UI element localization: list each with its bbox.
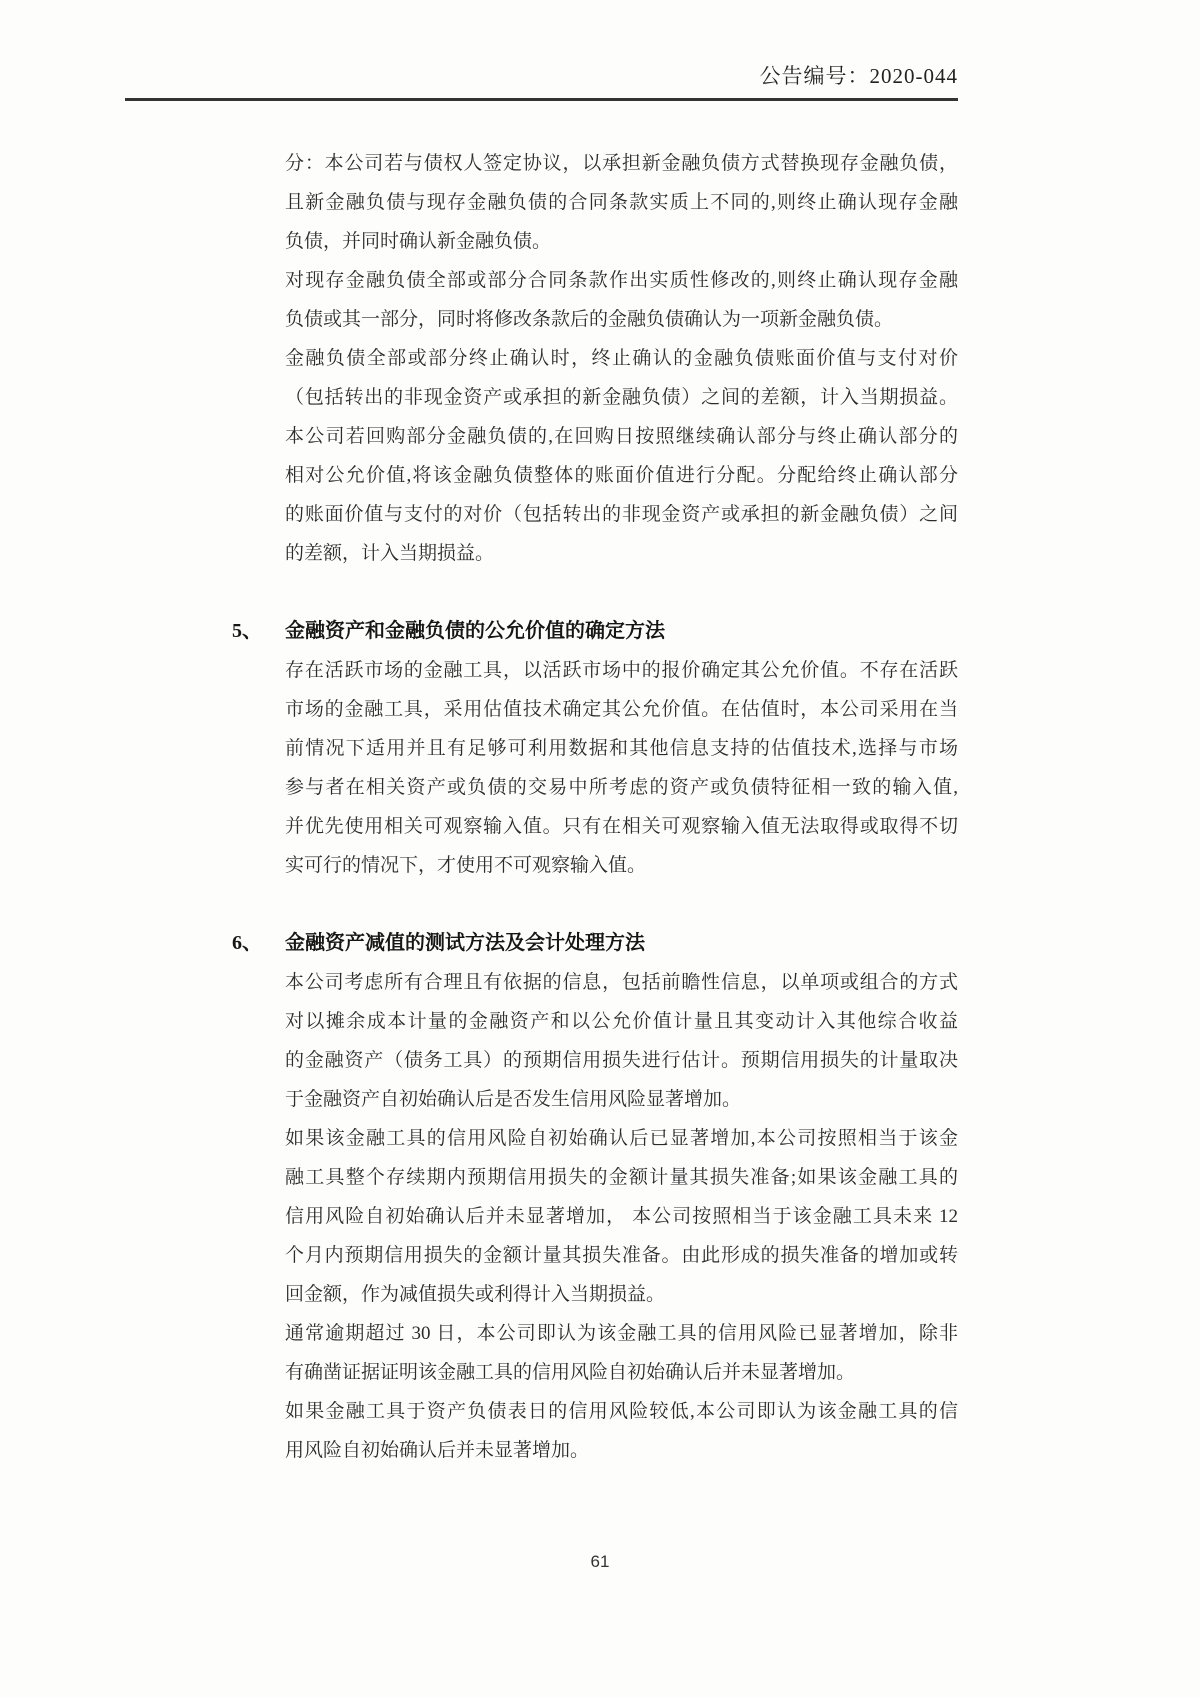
- text-line: （包括转出的非现金资产或承担的新金融负债）之间的差额，计入当期损益。: [285, 387, 958, 408]
- document-body: [232, 144, 958, 1470]
- paragraph: [285, 261, 958, 339]
- text-line: 有确凿证据证明该金融工具的信用风险自初始确认后并未显著增加。: [285, 1362, 856, 1383]
- text-line: 参与者在相关资产或负债的交易中所考虑的资产或负债特征相一致的输入值,: [285, 777, 958, 798]
- doc-number: 公告编号：2020-044: [759, 64, 958, 88]
- text-line: 实可行的情况下，才使用不可观察输入值。: [285, 855, 647, 876]
- text-line: 如果金融工具于资产负债表日的信用风险较低,本公司即认为该金融工具的信: [285, 1401, 958, 1422]
- paragraph: [285, 1392, 958, 1470]
- text-line: 的差额，计入当期损益。: [285, 543, 495, 564]
- text-line: 个月内预期信用损失的金额计量其损失准备。由此形成的损失准备的增加或转: [285, 1245, 958, 1266]
- paragraph: [285, 1314, 958, 1392]
- section-number: 5、: [232, 620, 262, 642]
- section-number: 6、: [232, 932, 262, 954]
- text-line: 于金融资产自初始确认后是否发生信用风险显著增加。: [285, 1089, 742, 1110]
- page-header: [760, 60, 959, 90]
- section-heading: [232, 612, 958, 651]
- header-rule: [125, 98, 958, 101]
- text-line: 相对公允价值,将该金融负债整体的账面价值进行分配。分配给终止确认部分: [285, 465, 958, 486]
- text-line: 且新金融负债与现存金融负债的合同条款实质上不同的,则终止确认现存金融: [285, 192, 958, 213]
- text-line: 负债，并同时确认新金融负债。: [285, 231, 552, 252]
- section-heading: [232, 924, 958, 963]
- text-line: 的金融资产（债务工具）的预期信用损失进行估计。预期信用损失的计量取决: [285, 1050, 958, 1071]
- paragraph: [285, 1119, 958, 1314]
- page-number: 61: [590, 1552, 610, 1571]
- text-line: 对以摊余成本计量的金融资产和以公允价值计量且其变动计入其他综合收益: [285, 1011, 958, 1032]
- text-line: 对现存金融负债全部或部分合同条款作出实质性修改的,则终止确认现存金融: [285, 270, 958, 291]
- page-footer: [0, 1552, 1200, 1572]
- text-line: 信用风险自初始确认后并未显著增加， 本公司按照相当于该金融工具未来 12: [285, 1206, 958, 1227]
- section-title: 金融资产减值的测试方法及会计处理方法: [285, 932, 645, 954]
- text-line: 负债或其一部分，同时将修改条款后的金融负债确认为一项新金融负债。: [285, 309, 894, 330]
- text-line: 存在活跃市场的金融工具，以活跃市场中的报价确定其公允价值。不存在活跃: [285, 660, 958, 681]
- text-line: 并优先使用相关可观察输入值。只有在相关可观察输入值无法取得或取得不切: [285, 816, 958, 837]
- text-line: 融工具整个存续期内预期信用损失的金额计量其损失准备;如果该金融工具的: [285, 1167, 958, 1188]
- text-line: 前情况下适用并且有足够可利用数据和其他信息支持的估值技术,选择与市场: [285, 738, 958, 759]
- text-line: 的账面价值与支付的对价（包括转出的非现金资产或承担的新金融负债）之间: [285, 504, 958, 525]
- paragraph: [285, 339, 958, 573]
- text-line: 金融负债全部或部分终止确认时，终止确认的金融负债账面价值与支付对价: [285, 348, 958, 369]
- section-title: 金融资产和金融负债的公允价值的确定方法: [285, 620, 665, 642]
- text-line: 用风险自初始确认后并未显著增加。: [285, 1440, 590, 1461]
- text-line: 本公司考虑所有合理且有依据的信息，包括前瞻性信息，以单项或组合的方式: [285, 972, 958, 993]
- text-line: 分：本公司若与债权人签定协议，以承担新金融负债方式替换现存金融负债，: [285, 153, 958, 174]
- text-line: 本公司若回购部分金融负债的,在回购日按照继续确认部分与终止确认部分的: [285, 426, 958, 447]
- text-line: 回金额，作为减值损失或利得计入当期损益。: [285, 1284, 666, 1305]
- text-line: 市场的金融工具，采用估值技术确定其公允价值。在估值时，本公司采用在当: [285, 699, 958, 720]
- paragraph: [285, 651, 958, 885]
- text-line: 通常逾期超过 30 日，本公司即认为该金融工具的信用风险已显著增加，除非: [285, 1323, 958, 1344]
- text-line: 如果该金融工具的信用风险自初始确认后已显著增加,本公司按照相当于该金: [285, 1128, 958, 1149]
- paragraph: [285, 144, 958, 261]
- paragraph: [285, 963, 958, 1119]
